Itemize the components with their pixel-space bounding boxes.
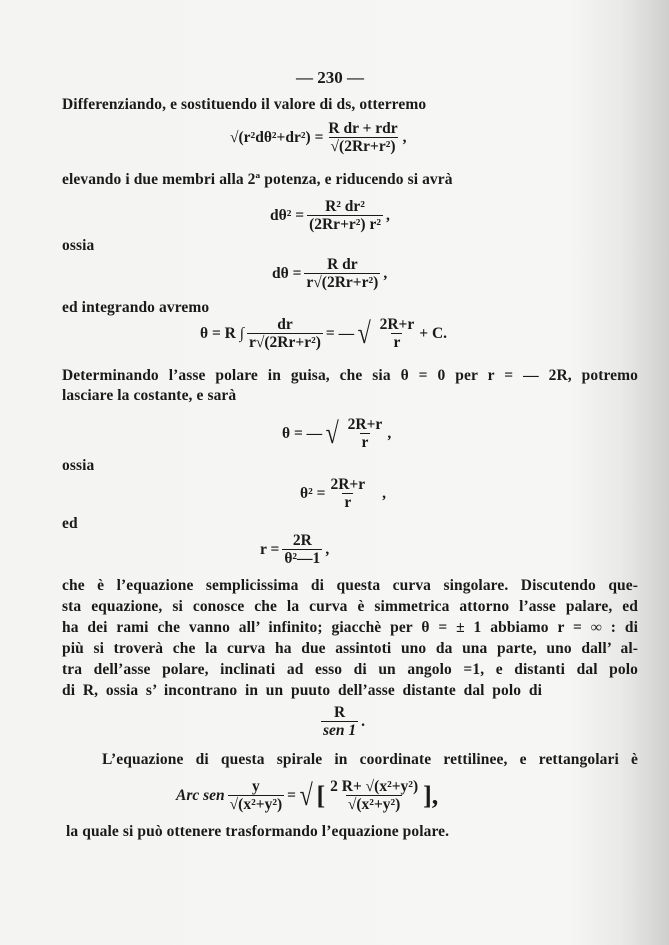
- eq-lhs: θ = R ∫: [200, 324, 244, 342]
- numerator: R: [333, 704, 346, 721]
- denominator: r: [361, 434, 369, 451]
- numerator: 2R+r: [330, 476, 366, 493]
- text-line: lasciare la costante, e sarà: [62, 387, 237, 404]
- text-line: L’equazione di questa spirale in coordinate rettilinee, e rettangolari è: [102, 751, 638, 768]
- eq-lhs: dθ² =: [270, 206, 305, 224]
- text-line: elevando i due membri alla 2ª potenza, e riducendo si avrà: [62, 171, 453, 188]
- denominator: √(x²+y²): [229, 796, 283, 813]
- radical-icon: √: [299, 778, 313, 812]
- punct: ,: [386, 206, 390, 224]
- page-number: — 230 —: [296, 68, 364, 87]
- numerator: R dr + rdr: [328, 120, 398, 137]
- denominator: r√(2Rr+r²): [306, 274, 379, 291]
- denominator: √(2Rr+r²): [330, 138, 396, 155]
- eq-lhs: θ² =: [300, 484, 326, 502]
- fraction: [321, 704, 358, 739]
- punct: .: [361, 712, 366, 730]
- text-line: la quale si può ottenere trasformando l’equazione polare.: [66, 823, 450, 840]
- text-line: sta equazione, si conosce che la curva è simmetrica attorno l’asse palare, ed: [62, 598, 638, 615]
- text-line: ha dei rami che vanno all’ infinito; giacchè per θ = ± 1 abbiamo r = ∞ : di: [62, 619, 638, 636]
- fraction: [328, 778, 420, 813]
- fraction: [346, 416, 385, 451]
- text-line: ossia: [62, 237, 95, 254]
- punct: ,: [402, 128, 407, 146]
- punct: ,: [382, 484, 386, 502]
- punct: + C.: [419, 324, 448, 342]
- text-line: ed integrando avremo: [62, 299, 210, 316]
- text-line: ed: [62, 515, 78, 532]
- numerator: 2 R+ √(x²+y²): [330, 778, 419, 795]
- fraction: [304, 256, 380, 291]
- equation-7: [260, 532, 329, 567]
- fraction: [307, 198, 383, 233]
- radical-icon: √: [325, 416, 340, 450]
- equation-2: [270, 198, 390, 233]
- numerator: y: [252, 778, 260, 795]
- fraction: [326, 120, 399, 155]
- fraction: [378, 316, 417, 351]
- radical-icon: √: [357, 316, 371, 350]
- punct: ,: [387, 424, 392, 442]
- equation-9: [176, 778, 438, 813]
- equation-8: [318, 704, 365, 739]
- text-line: ossia: [62, 457, 95, 474]
- eq-lhs: dθ =: [272, 264, 302, 282]
- denominator: (2Rr+r²) r²: [309, 216, 381, 233]
- fraction: [282, 532, 322, 567]
- eq-lhs: r =: [260, 540, 280, 558]
- equation-5: [282, 416, 391, 451]
- equation-6: [300, 476, 386, 511]
- eq-mid: =: [287, 786, 296, 804]
- numerator: 2R+r: [347, 416, 383, 433]
- eq-lhs: θ = —: [282, 424, 323, 442]
- text-line: di R, ossia s’ incontrano in un puuto dell’asse distante dal polo di: [62, 682, 542, 699]
- equation-3: [272, 256, 387, 291]
- denominator: √(x²+y²): [347, 796, 401, 813]
- bracket-open: [: [316, 780, 326, 810]
- eq-lhs: √(r²dθ²+dr²) =: [230, 128, 324, 146]
- denominator: r: [344, 494, 352, 511]
- text-line: tra dell’asse polare, inclinati ad esso di un angolo =1, e distanti dal polo: [62, 661, 638, 678]
- eq-mid: = —: [325, 324, 355, 342]
- equation-1: [230, 120, 407, 155]
- fraction: [247, 316, 323, 351]
- numerator: 2R: [292, 532, 312, 549]
- numerator: 2R+r: [379, 316, 415, 333]
- denominator: θ²—1: [284, 550, 321, 567]
- numerator: R dr: [327, 256, 358, 273]
- punct: ,: [325, 540, 330, 558]
- bracket-close: ],: [423, 780, 439, 810]
- numerator: dr: [277, 316, 293, 333]
- text-line: Differenziando, e sostituendo il valore di ds, otterremo: [62, 96, 427, 113]
- text-line: più si troverà che la curva ha due assintoti uno da una parte, uno dall’ al-: [62, 640, 638, 657]
- text-line: Determinando l’asse polare in guisa, che sia θ = 0 per r = — 2R, potremo: [62, 367, 638, 384]
- equation-4: [200, 316, 447, 351]
- text-line: che è l’equazione semplicissima di questa curva singolare. Discutendo que-: [62, 577, 638, 594]
- numerator: R² dr²: [325, 198, 365, 215]
- eq-lhs: Arc sen: [176, 786, 225, 804]
- fraction: [328, 476, 367, 511]
- fraction: [228, 778, 284, 813]
- punct: ,: [383, 264, 388, 282]
- denominator: sen 1: [323, 722, 357, 739]
- denominator: r√(2Rr+r²): [249, 334, 321, 351]
- denominator: r: [393, 334, 401, 351]
